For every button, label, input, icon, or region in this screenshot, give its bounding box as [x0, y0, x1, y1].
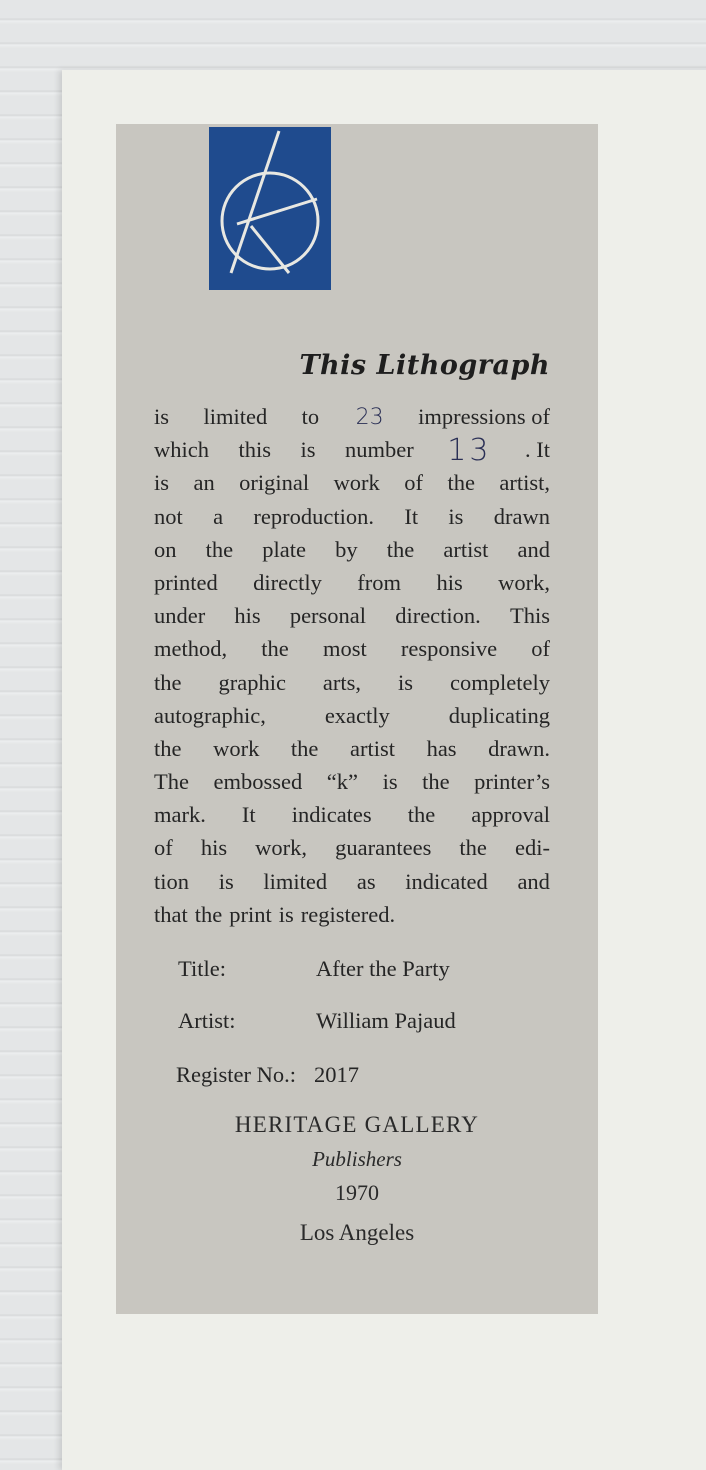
body-word: an [193, 470, 215, 496]
body-word: work, [255, 835, 308, 861]
body-word: plate [262, 536, 306, 562]
body-word: “k” [326, 769, 359, 795]
body-word: indicates [291, 802, 372, 828]
body-line [154, 798, 550, 831]
body-word: reproduction. [253, 503, 375, 529]
body-word: artist [443, 536, 489, 562]
publisher-name: HERITAGE GALLERY [234, 1112, 480, 1137]
body-line [154, 632, 550, 665]
body-word: approval [471, 802, 550, 828]
register-value: 2017 [313, 1062, 359, 1087]
body-word: not [154, 503, 183, 529]
artist-label: Artist: [178, 1008, 236, 1033]
body-word: the [261, 636, 289, 662]
body-line [154, 599, 550, 632]
body-line [154, 533, 550, 566]
certificate-card [116, 124, 598, 1314]
body-word: work [213, 735, 260, 761]
publication-year: 1970 [335, 1180, 379, 1205]
body-word: registered. [300, 901, 396, 927]
body-word: This [509, 603, 550, 629]
body-word: is [448, 503, 464, 529]
body-word: The [154, 769, 189, 795]
body-word: personal [289, 603, 367, 629]
body-word: drawn. [488, 735, 550, 761]
body-word: most [322, 636, 367, 662]
body-word: print [229, 901, 272, 927]
body-word: artist, [499, 470, 550, 496]
title-value: After the Party [316, 956, 450, 981]
body-word: and [517, 868, 550, 894]
body-line: which this is number 13 . It [154, 433, 550, 469]
body-word: arts, [322, 669, 362, 695]
body-word: this [238, 437, 272, 463]
handwritten-impression-number: 13 [447, 433, 492, 469]
body-word: It [404, 503, 419, 529]
body-word: exactly [324, 702, 390, 728]
body-word: is [278, 901, 294, 927]
body-word: is [154, 470, 170, 496]
body-word: the [386, 536, 415, 562]
body-word: responsive [400, 636, 498, 662]
handwritten-edition-size: 23 [355, 405, 384, 430]
body-word: a [213, 503, 224, 529]
body-line [154, 666, 550, 699]
register-label: Register No.: [176, 1062, 296, 1087]
body-word: the [290, 735, 319, 761]
body-word: the [407, 802, 436, 828]
body-word: the [459, 835, 487, 861]
body-word: the [154, 735, 182, 761]
body-word: work [333, 470, 380, 496]
body-word: mark. [154, 802, 206, 828]
body-word: his [436, 569, 463, 595]
body-word: of [404, 470, 423, 496]
body-word: is [382, 769, 398, 795]
body-line: is limited to 23 impressions of [154, 400, 550, 433]
body-word: of [154, 835, 173, 861]
body-word: limited [263, 868, 328, 894]
printer-mark-k-circle-icon [209, 127, 331, 290]
body-word: is [398, 669, 414, 695]
body-word: his [200, 835, 228, 861]
body-word: is [218, 868, 234, 894]
body-word: work, [498, 569, 550, 595]
body-word: from [357, 569, 402, 595]
body-word: the [205, 536, 234, 562]
body-word: It [241, 802, 256, 828]
artist-field [178, 1008, 456, 1034]
body-word: limited [203, 404, 268, 429]
body-word: original [239, 470, 310, 496]
body-word: artist [349, 735, 395, 761]
body-word: has [426, 735, 457, 761]
body-word: directly [253, 569, 322, 595]
body-line [154, 898, 550, 931]
title-field [178, 956, 450, 982]
body-word: number [345, 437, 414, 463]
body-line [154, 466, 550, 499]
body-word: edi- [514, 835, 550, 861]
body-word: the [447, 470, 475, 496]
publication-city: Los Angeles [299, 1220, 415, 1245]
body-word: graphic [218, 669, 286, 695]
publisher-role: Publishers [312, 1147, 402, 1171]
body-word: under [154, 603, 206, 629]
certificate-heading: This Lithograph [299, 350, 550, 381]
body-word: of [531, 636, 550, 662]
body-line [154, 566, 550, 599]
register-field [176, 1062, 359, 1088]
body-word: printer’s [474, 769, 550, 795]
artist-value: William Pajaud [316, 1008, 456, 1033]
body-word: duplicating [448, 702, 550, 728]
body-word: method, [154, 636, 228, 662]
body-word: as [356, 868, 376, 894]
body-line [154, 765, 550, 798]
body-word: that [154, 901, 188, 927]
body-word: the [194, 901, 223, 927]
body-word: by [335, 536, 358, 562]
body-word: completely [449, 669, 550, 695]
body-word: his [234, 603, 261, 629]
body-word: printed [154, 569, 218, 595]
certificate-body [154, 400, 550, 931]
body-word: drawn [493, 503, 550, 529]
body-line [154, 500, 550, 533]
body-word: the [154, 669, 182, 695]
body-line [154, 865, 550, 898]
body-word: direction. [395, 603, 481, 629]
body-word: on [154, 536, 177, 562]
body-word: tion [154, 868, 190, 894]
body-word: which [154, 437, 209, 463]
body-word: is [154, 404, 170, 429]
body-line [154, 831, 550, 864]
body-word: is [300, 437, 316, 463]
body-line [154, 699, 550, 732]
body-line [154, 732, 550, 765]
title-label: Title: [178, 956, 226, 981]
body-word: the [422, 769, 450, 795]
body-word: to [301, 404, 320, 429]
body-word: indicated [405, 868, 488, 894]
body-word: autographic, [154, 702, 266, 728]
body-word: guarantees [335, 835, 432, 861]
body-word: embossed [213, 769, 303, 795]
body-word: and [517, 536, 550, 562]
